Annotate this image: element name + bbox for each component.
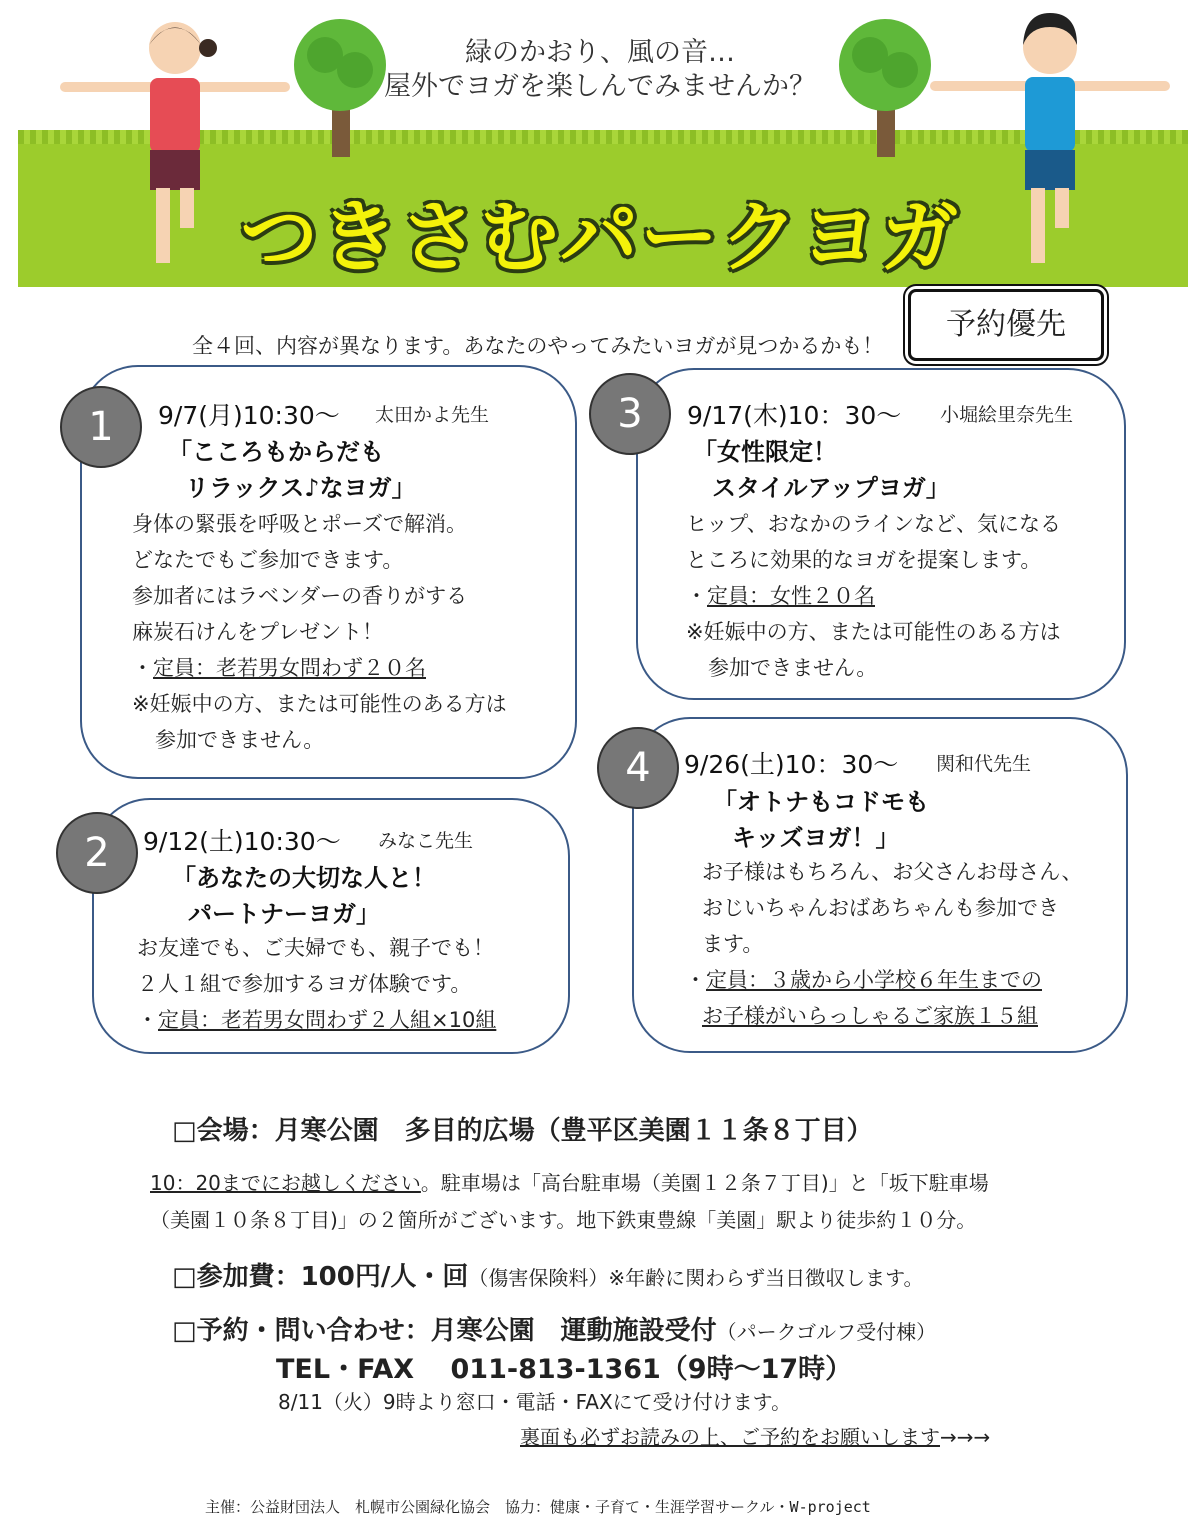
- session-title: リラックス♪なヨガ」: [185, 474, 416, 502]
- session-teacher: 関和代先生: [936, 753, 1032, 775]
- session-title: 「女性限定！: [693, 438, 837, 466]
- session-date: 9/17(木)10：30～: [687, 401, 902, 430]
- session-desc: ます。: [702, 932, 764, 956]
- session-title: スタイルアップヨガ」: [712, 474, 950, 502]
- session-desc: 身体の緊張を呼吸とポーズで解消。: [132, 512, 467, 536]
- session-note: ※妊娠中の方、または可能性のある方は: [132, 692, 507, 716]
- session-capacity: ・定員：女性２０名: [686, 584, 875, 608]
- session-note: 参加できません。: [708, 656, 878, 680]
- contact-note: 8/11（火）9時より窓口・電話・FAXにて受け付けます。: [278, 1390, 792, 1414]
- session-number-4: 4: [597, 727, 679, 809]
- session-note: ※妊娠中の方、または可能性のある方は: [686, 620, 1061, 644]
- session-desc: お子様はもちろん、お父さんお母さん、: [702, 860, 1083, 884]
- session-title: パートナーヨガ」: [188, 900, 380, 928]
- event-title: つきさむパークヨガ: [239, 193, 960, 283]
- intro-text: 全４回、内容が異なります。あなたのやってみたいヨガが見つかるかも！: [192, 334, 884, 358]
- tagline-2: 屋外でヨガを楽しんでみませんか？: [384, 71, 816, 102]
- session-desc: ヒップ、おなかのラインなど、気になる: [686, 512, 1062, 536]
- session-teacher: 太田かよ先生: [375, 404, 490, 426]
- session-capacity: ・定員：老若男女問わず２０名: [132, 656, 426, 680]
- session-date: 9/12(土)10:30～: [143, 827, 341, 856]
- session-title: キッズヨガ！」: [732, 824, 900, 852]
- back-side-note: 裏面も必ずお読みの上、ご予約をお願いします→→→: [520, 1425, 991, 1449]
- session-note: 参加できません。: [155, 728, 325, 752]
- session-date: 9/7(月)10:30～: [158, 401, 340, 430]
- session-date: 9/26(土)10：30～: [684, 750, 899, 779]
- session-desc: 参加者にはラベンダーの香りがする: [132, 584, 468, 608]
- fee-line: □参加費：100円/人・回（傷害保険料）※年齢に関わらず当日徴収します。: [172, 1262, 924, 1292]
- contact-tel: TEL・FAX 011-813-1361（9時～17時）: [276, 1354, 853, 1385]
- venue-note: 10：20までにお越しください。駐車場は「高台駐車場（美園１２条７丁目)」と「坂下駐車場: [150, 1171, 989, 1195]
- session-capacity-cont: お子様がいらっしゃるご家族１５組: [702, 1004, 1038, 1028]
- session-desc: 麻炭石けんをプレゼント！: [132, 620, 384, 644]
- venue-heading: □会場：月寒公園 多目的広場（豊平区美園１１条８丁目）: [172, 1116, 873, 1146]
- session-desc: ところに効果的なヨガを提案します。: [686, 548, 1042, 572]
- footer-organizers: 主催：公益財団法人 札幌市公園緑化協会 協力：健康・子育て・生涯学習サークル・W-project: [205, 1498, 871, 1516]
- session-capacity: ・定員：老若男女問わず２人組×10組: [137, 1008, 497, 1032]
- session-number-1: 1: [60, 386, 142, 468]
- reservation-priority-badge: 予約優先: [908, 289, 1104, 361]
- venue-note-2: （美園１０条８丁目)」の２箇所がございます。地下鉄東豊線「美園」駅より徒歩約１０分。: [150, 1208, 977, 1232]
- tagline-1: 緑のかおり、風の音…: [465, 37, 735, 68]
- session-teacher: みなこ先生: [378, 830, 474, 852]
- session-desc: おじいちゃんおばあちゃんも参加でき: [702, 896, 1059, 920]
- session-desc: どなたでもご参加できます。: [132, 548, 404, 572]
- session-desc: ２人１組で参加するヨガ体験です。: [137, 972, 472, 996]
- contact-line: □予約・問い合わせ：月寒公園 運動施設受付（パークゴルフ受付棟）: [172, 1316, 937, 1346]
- session-desc: お友達でも、ご夫婦でも、親子でも！: [137, 936, 494, 960]
- session-title: 「こころもからだも: [168, 438, 384, 466]
- session-capacity: ・定員：３歳から小学校６年生までの: [685, 968, 1042, 992]
- session-title: 「あなたの大切な人と！: [172, 864, 436, 892]
- session-number-2: 2: [56, 812, 138, 894]
- session-title: 「オトナもコドモも: [713, 788, 929, 816]
- session-number-3: 3: [589, 373, 671, 455]
- session-teacher: 小堀絵里奈先生: [940, 404, 1074, 426]
